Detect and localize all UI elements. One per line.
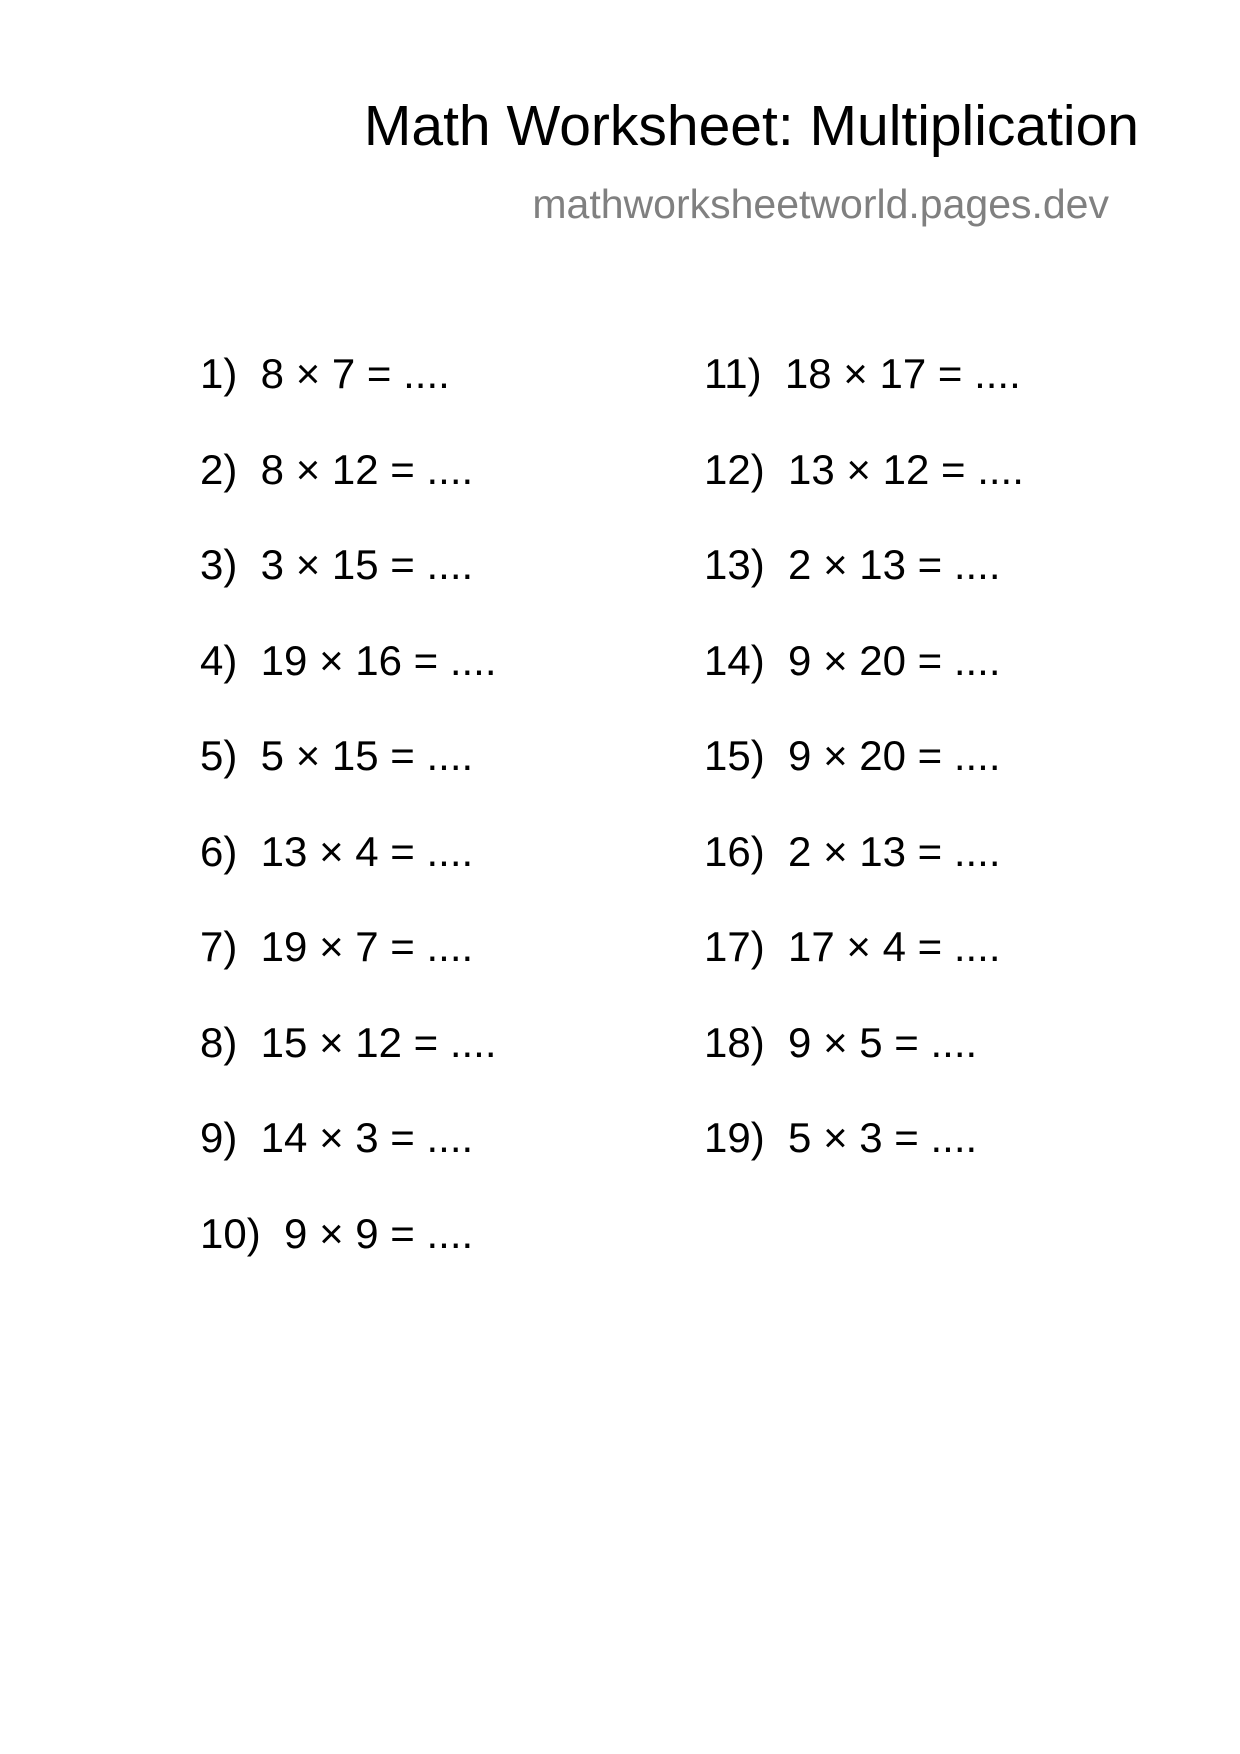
problem-item: 3) 3 × 15 = .... [200, 541, 474, 588]
problem-item: 1) 8 × 7 = .... [200, 350, 450, 397]
problem-item: 17) 17 × 4 = .... [704, 923, 1001, 970]
problem-item: 18) 9 × 5 = .... [704, 1018, 978, 1066]
problem-item: 19) 5 × 3 = .... [704, 1114, 978, 1161]
website-url: mathworksheetworld.pages.dev [532, 181, 1109, 227]
problem-item: 2) 8 × 12 = .... [200, 445, 474, 493]
problem-list [200, 350, 1160, 1257]
problem-column-right [704, 350, 1024, 1213]
problem-item: 14) 9 × 20 = .... [704, 636, 1001, 684]
problem-item: 8) 15 × 12 = .... [200, 1018, 497, 1066]
problem-item: 16) 2 × 13 = .... [704, 827, 1001, 875]
problem-item: 11) 18 × 17 = .... [704, 350, 1021, 397]
problem-item: 7) 19 × 7 = .... [200, 923, 474, 970]
problem-item: 13) 2 × 13 = .... [704, 541, 1001, 588]
problem-column-left [200, 350, 497, 1308]
worksheet-title: Math Worksheet: Multiplication [363, 94, 1139, 158]
problem-item: 6) 13 × 4 = .... [200, 827, 474, 875]
problem-item: 12) 13 × 12 = .... [704, 445, 1024, 493]
problem-item: 4) 19 × 16 = .... [200, 636, 497, 684]
problem-item: 9) 14 × 3 = .... [200, 1114, 474, 1161]
problem-item: 15) 9 × 20 = .... [704, 732, 1001, 779]
problem-item: 10) 9 × 9 = .... [200, 1209, 474, 1257]
problem-item: 5) 5 × 15 = .... [200, 732, 474, 779]
